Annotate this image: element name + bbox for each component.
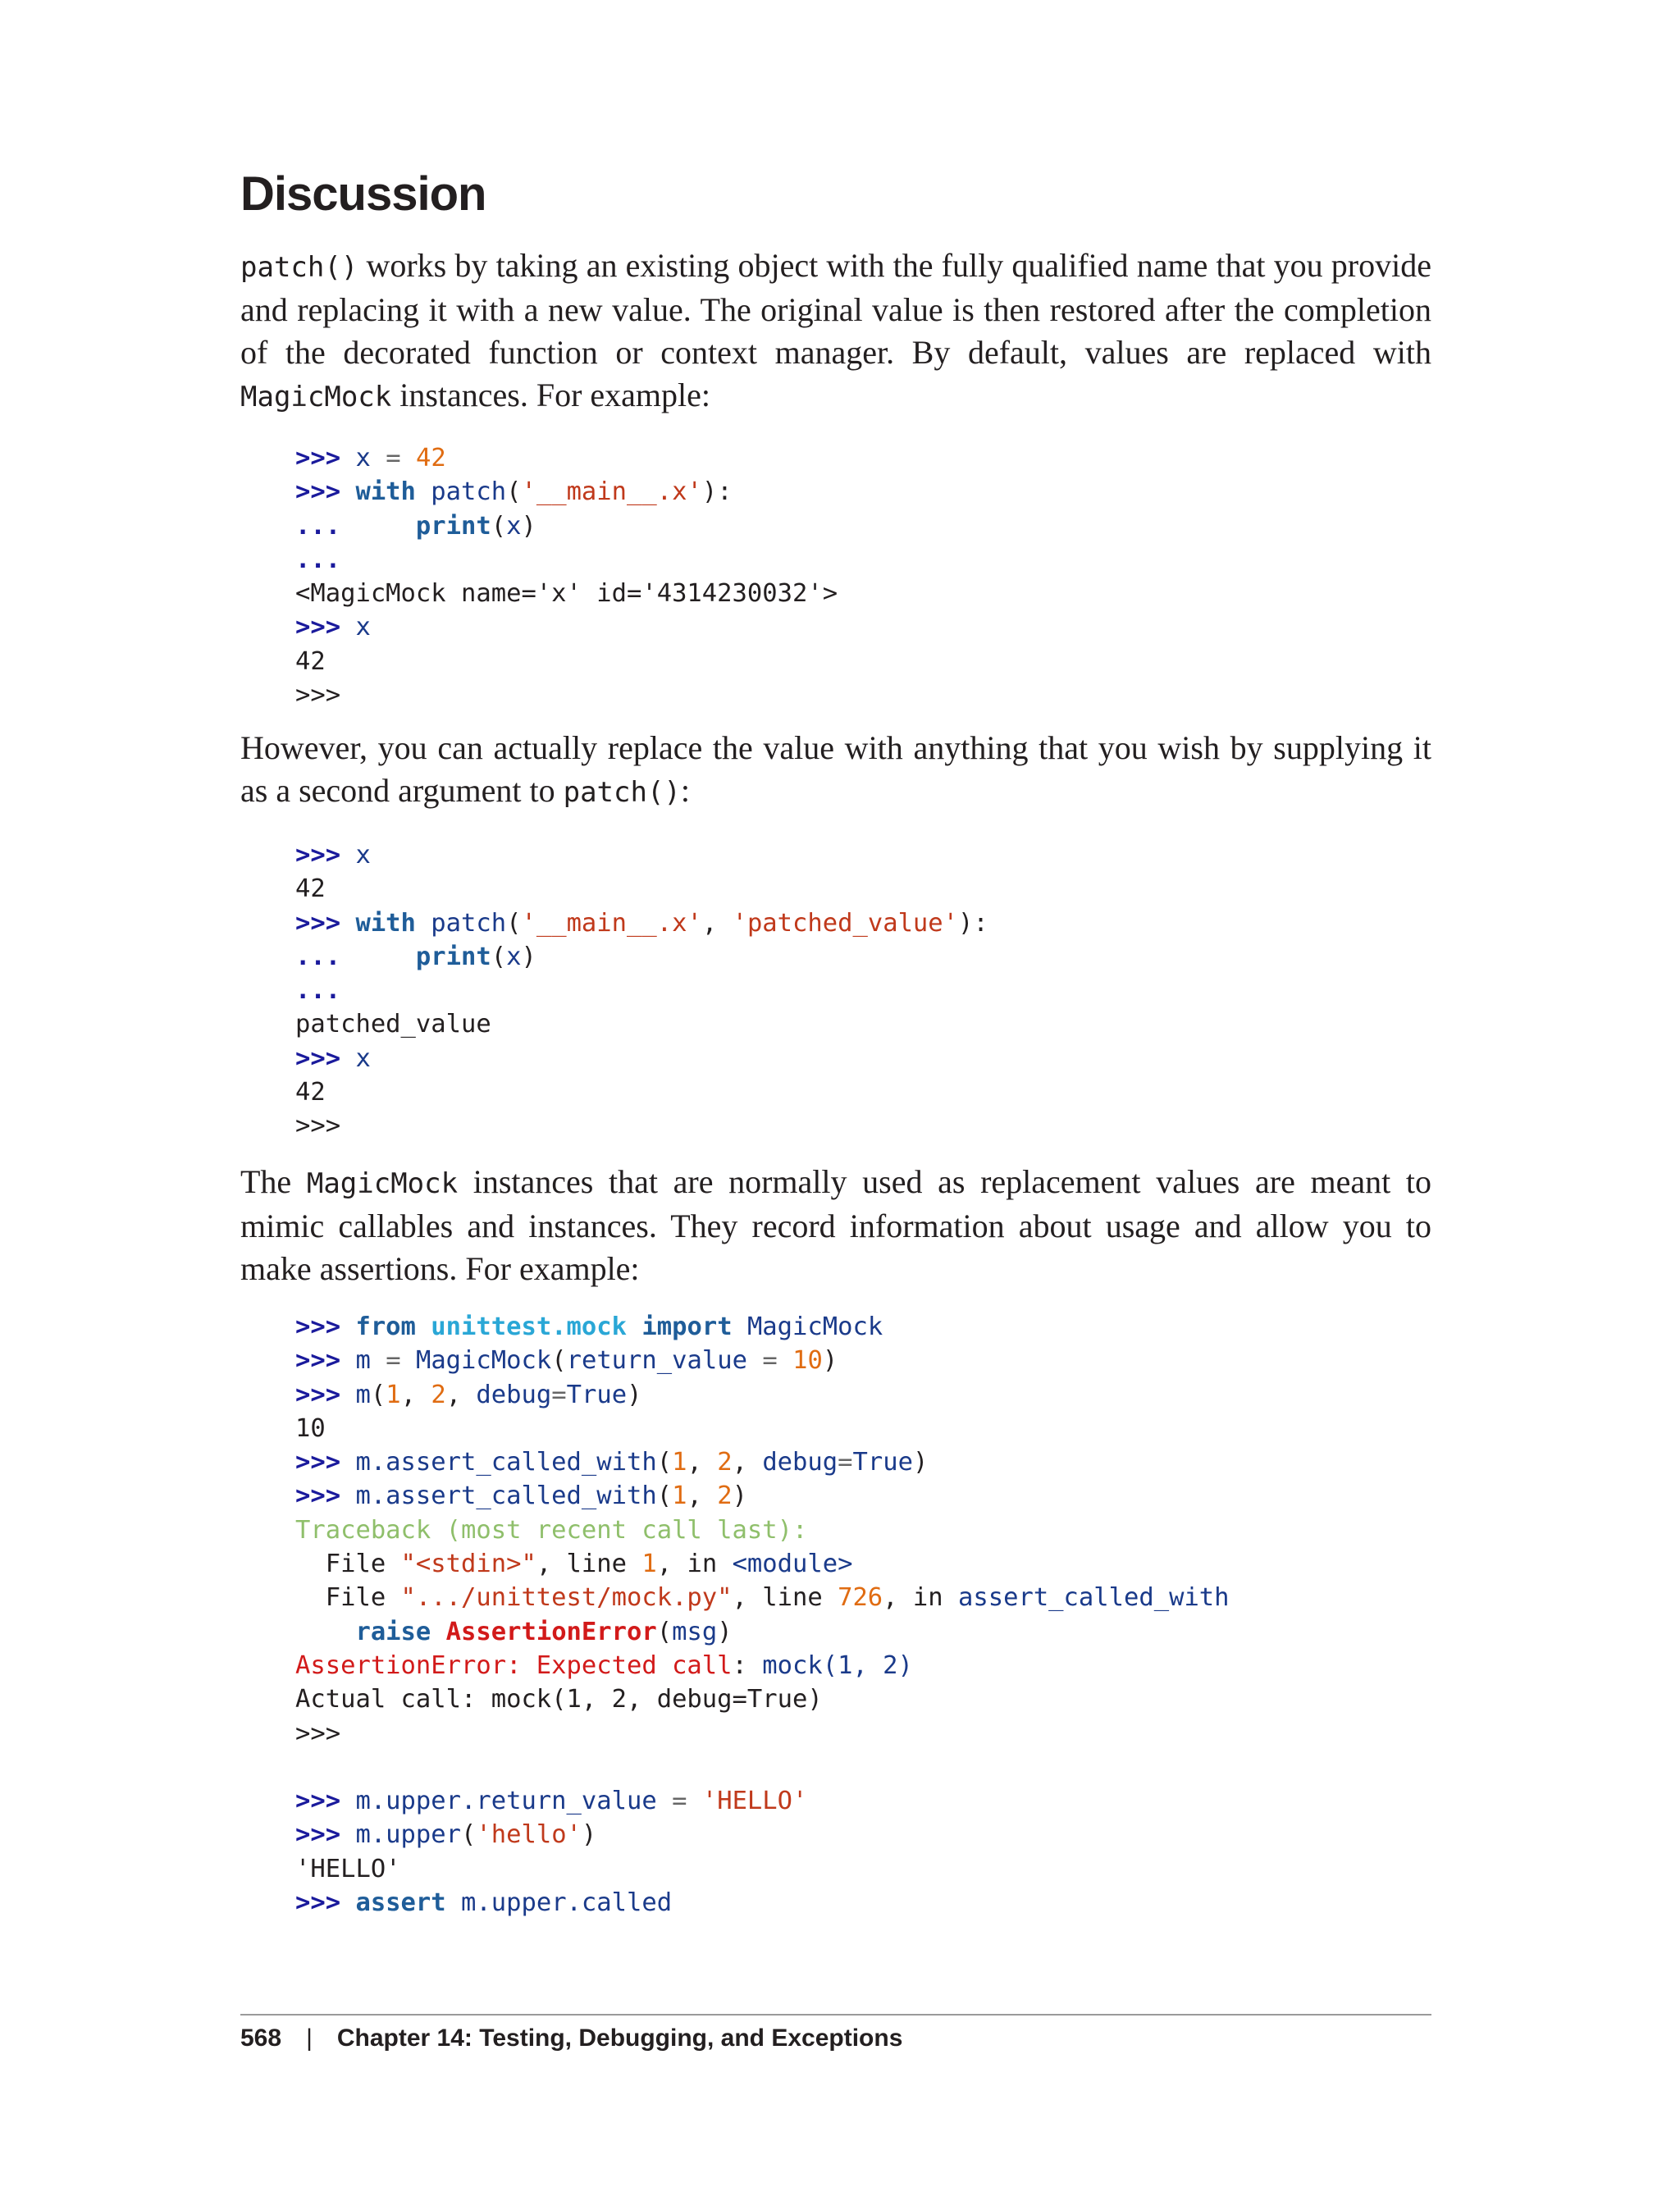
code-line: >>> bbox=[295, 1719, 341, 1748]
code-line: ... bbox=[295, 976, 341, 1006]
code-line: Traceback (most recent call last): bbox=[295, 1515, 808, 1545]
paragraph-1 bbox=[240, 244, 1431, 418]
code-block-3 bbox=[295, 1310, 1230, 1920]
code-line: 42 bbox=[295, 874, 326, 904]
code-line: File "<stdin>", line 1, in <module> bbox=[295, 1550, 853, 1579]
footer-divider bbox=[240, 2014, 1431, 2016]
code-line: raise AssertionError(msg) bbox=[355, 1617, 733, 1646]
code-line: >>> m.upper.return_value = 'HELLO' bbox=[295, 1787, 808, 1816]
code-line: >>> assert m.upper.called bbox=[295, 1888, 673, 1918]
code-line: <MagicMock name='x' id='4314230032'> bbox=[295, 579, 838, 609]
paragraph-3 bbox=[240, 1161, 1431, 1290]
inline-code: MagicMock bbox=[240, 381, 392, 413]
code-line: 42 bbox=[295, 646, 326, 676]
code-block-1 bbox=[295, 441, 838, 712]
paragraph-text: works by taking an existing object with the fully qualified name that you provide and replacing it with a new value. The original value is then restored after the completion of the decorated function or context manager. By default, values are replaced with bbox=[240, 247, 1431, 371]
code-line: >>> bbox=[295, 681, 341, 710]
code-block-2 bbox=[295, 838, 988, 1144]
code-line: 10 bbox=[295, 1413, 326, 1443]
code-line: ... print(x) bbox=[295, 942, 536, 971]
code-line: ... print(x) bbox=[295, 511, 536, 541]
code-line: >>> x bbox=[295, 841, 371, 870]
paragraph-text: instances that are normally used as replacement values are meant to mimic callables and instances. They record information about usage and allow you to make assertions. For example: bbox=[240, 1163, 1432, 1287]
code-line: >>> m.assert_called_with(1, 2) bbox=[295, 1481, 747, 1511]
code-line: 'HELLO' bbox=[295, 1854, 401, 1883]
inline-code: patch() bbox=[563, 776, 681, 809]
paragraph-text: However, you can actually replace the value with anything that you wish by supplying it as a second argument to bbox=[240, 729, 1431, 809]
code-line: 42 bbox=[295, 1078, 326, 1107]
inline-code: patch() bbox=[240, 251, 358, 284]
code-line: >>> m.upper('hello') bbox=[295, 1820, 597, 1850]
code-line: >>> x bbox=[295, 613, 371, 642]
inline-code: MagicMock bbox=[306, 1167, 459, 1200]
paragraph-2 bbox=[240, 727, 1431, 814]
section-heading: Discussion bbox=[240, 167, 486, 221]
code-line: >>> x bbox=[295, 1043, 371, 1073]
footer-separator: | bbox=[306, 2025, 313, 2052]
code-line: File ".../unittest/mock.py", line 726, in assert_called_with bbox=[295, 1583, 1230, 1613]
paragraph-text: : bbox=[680, 772, 691, 809]
code-line: >>> x = 42 bbox=[295, 444, 446, 472]
paragraph-text: The bbox=[240, 1163, 307, 1200]
code-line: >>> with patch('__main__.x'): bbox=[295, 477, 733, 507]
code-line: >>> bbox=[295, 1112, 341, 1141]
code-line: >>> with patch('__main__.x', 'patched_value'): bbox=[295, 908, 988, 938]
code-line: >>> m = MagicMock(return_value = 10) bbox=[295, 1346, 838, 1376]
page-number: 568 bbox=[240, 2025, 282, 2052]
chapter-title: Chapter 14: Testing, Debugging, and Exceptions bbox=[336, 2025, 903, 2052]
code-line: >>> m.assert_called_with(1, 2, debug=True) bbox=[295, 1448, 929, 1477]
paragraph-text: instances. For example: bbox=[391, 377, 711, 413]
code-line: AssertionError: Expected call: mock(1, 2) bbox=[295, 1650, 913, 1680]
code-line bbox=[295, 1751, 1230, 1784]
code-line: >>> from unittest.mock import MagicMock bbox=[295, 1312, 883, 1341]
code-line: >>> m(1, 2, debug=True) bbox=[295, 1380, 642, 1409]
code-line: patched_value bbox=[295, 1010, 491, 1039]
page-footer bbox=[240, 2025, 902, 2052]
code-line: ... bbox=[295, 545, 341, 574]
code-line: Actual call: mock(1, 2, debug=True) bbox=[295, 1685, 823, 1714]
